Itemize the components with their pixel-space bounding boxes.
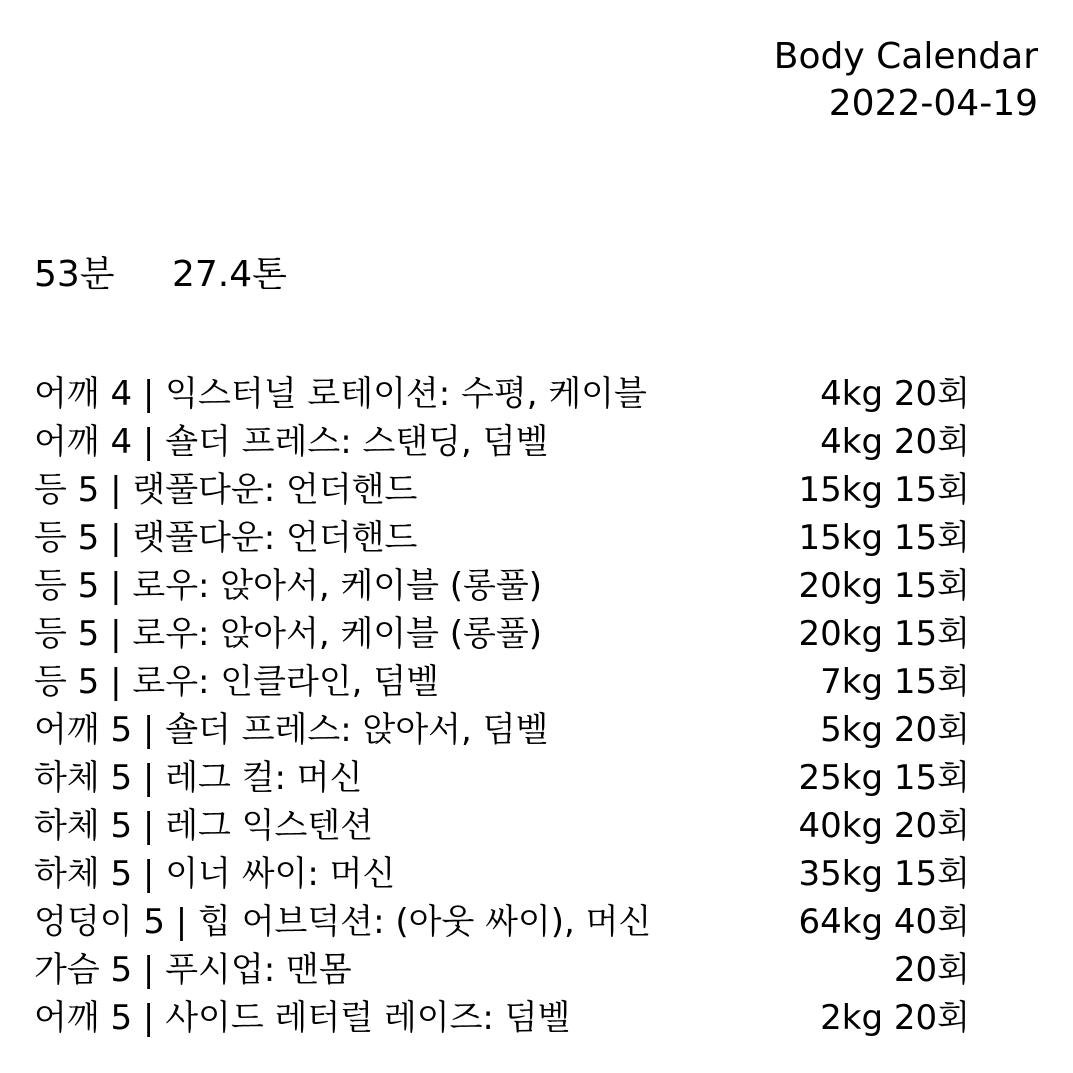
exercise-name: 하체 5 | 레그 컬: 머신 — [34, 757, 363, 798]
exercise-name: 등 5 | 로우: 앉아서, 케이블 (롱풀) — [34, 565, 543, 606]
exercise-value: 4kg 20회 — [820, 421, 970, 462]
workout-date: 2022-04-19 — [828, 83, 1038, 124]
workout-row — [34, 414, 970, 462]
app-title: Body Calendar — [773, 36, 1038, 77]
total-volume: 27.4톤 — [172, 254, 287, 295]
exercise-name: 엉덩이 5 | 힙 어브덕션: (아웃 싸이), 머신 — [34, 901, 652, 942]
workout-row — [34, 510, 970, 558]
workout-row — [34, 750, 970, 798]
exercise-value: 5kg 20회 — [820, 709, 970, 750]
workout-summary — [34, 251, 287, 299]
workout-row — [34, 654, 970, 702]
exercise-value: 2kg 20회 — [820, 997, 970, 1038]
exercise-name: 하체 5 | 이너 싸이: 머신 — [34, 853, 396, 894]
workout-row — [34, 606, 970, 654]
exercise-name: 어깨 4 | 숄더 프레스: 스탠딩, 덤벨 — [34, 421, 549, 462]
workout-row — [34, 942, 970, 990]
exercise-name: 등 5 | 랫풀다운: 언더핸드 — [34, 517, 418, 558]
exercise-name: 가슴 5 | 푸시업: 맨몸 — [34, 949, 352, 990]
exercise-value: 40kg 20회 — [798, 805, 970, 846]
exercise-value: 4kg 20회 — [820, 373, 970, 414]
exercise-value: 15kg 15회 — [798, 469, 970, 510]
exercise-value: 15kg 15회 — [798, 517, 970, 558]
duration: 53분 — [34, 254, 115, 295]
exercise-name: 등 5 | 로우: 인클라인, 덤벨 — [34, 661, 439, 702]
workout-row — [34, 894, 970, 942]
exercise-name: 어깨 5 | 숄더 프레스: 앉아서, 덤벨 — [34, 709, 549, 750]
workout-row — [34, 990, 970, 1038]
exercise-name: 등 5 | 랫풀다운: 언더핸드 — [34, 469, 418, 510]
exercise-value: 35kg 15회 — [798, 853, 970, 894]
header — [774, 33, 1038, 127]
exercise-name: 어깨 4 | 익스터널 로테이션: 수평, 케이블 — [34, 373, 647, 414]
exercise-value: 7kg 15회 — [820, 661, 970, 702]
workout-list — [34, 366, 970, 1038]
exercise-value: 25kg 15회 — [798, 757, 970, 798]
exercise-value: 64kg 40회 — [798, 901, 970, 942]
exercise-value: 20회 — [893, 949, 970, 990]
exercise-name: 하체 5 | 레그 익스텐션 — [34, 805, 374, 846]
workout-row — [34, 846, 970, 894]
workout-row — [34, 558, 970, 606]
workout-row — [34, 798, 970, 846]
exercise-value: 20kg 15회 — [798, 565, 970, 606]
exercise-value: 20kg 15회 — [798, 613, 970, 654]
exercise-name: 등 5 | 로우: 앉아서, 케이블 (롱풀) — [34, 613, 543, 654]
workout-row — [34, 702, 970, 750]
workout-row — [34, 462, 970, 510]
workout-row — [34, 366, 970, 414]
exercise-name: 어깨 5 | 사이드 레터럴 레이즈: 덤벨 — [34, 997, 571, 1038]
